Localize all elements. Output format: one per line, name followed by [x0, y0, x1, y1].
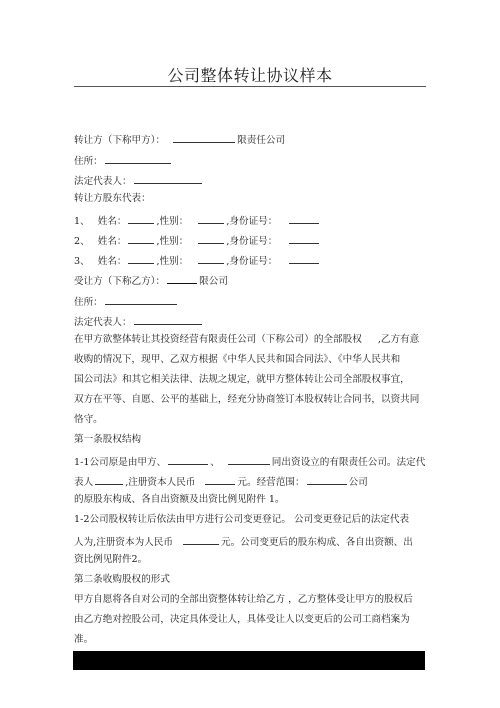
transferor-name-blank	[173, 131, 235, 143]
article-2-heading: 第二条收购股权的形式	[74, 574, 170, 585]
shareholder-sex-label: ,性别：	[156, 216, 189, 227]
shareholder-num: 1、	[74, 216, 90, 227]
shareholder-row	[74, 232, 434, 248]
article-2-line-3: 准。	[74, 634, 94, 645]
transferor-address-line	[74, 152, 434, 168]
shareholder-rep-heading: 转让方股东代表：	[74, 193, 151, 204]
transferor-legal-rep-line	[74, 172, 434, 188]
article-1-heading: 第一条股权结构	[74, 434, 142, 445]
transferee-label: 受让方（下称乙方）：	[74, 276, 166, 287]
transferor-legal-rep-label: 法定代表人：	[74, 176, 132, 187]
shareholder-num: 3、	[74, 256, 90, 267]
transferee-suffix: 限公司	[199, 276, 228, 287]
document-title: 公司整体转让协议样本	[167, 66, 333, 85]
article-2-line-1: 甲方自愿将各自对公司的全部出资整体转让给乙方 ，乙方整体受让甲方的股权后	[74, 594, 413, 605]
shareholder-sex-label: ,性别：	[156, 236, 189, 247]
shareholder-name-label: 姓名：	[97, 256, 127, 267]
transferor-suffix: 限责任公司	[237, 135, 286, 146]
preamble-line-1: 在甲方欲整体转让其投资经营有限责任公司（下称公司）的全部股权 ,乙方有意	[74, 334, 420, 345]
transferee-name-blank	[167, 272, 197, 284]
clause-1-1-line-1: 1-1公司原是由甲方、 、 同出资设立的有限责任公司。法定代	[74, 453, 434, 469]
article-2-line-2: 由乙方绝对控股公司，决定具体受让人，具体受让人以变更后的公司工商档案为	[74, 614, 410, 625]
shareholder-row	[74, 212, 434, 228]
transferee-address-line	[74, 293, 434, 309]
transferor-label: 转让方（下称甲方）：	[74, 135, 166, 146]
preamble-line-5: 恪守。	[74, 414, 103, 425]
clause-1-2-line-3: 资比例见附件2。	[74, 554, 148, 565]
shareholder-id-label: ,身份证号：	[226, 236, 278, 247]
shareholder-name-label: 姓名：	[97, 216, 127, 227]
shareholder-name-label: 姓名：	[97, 236, 127, 247]
transferor-legal-rep-blank	[134, 172, 202, 184]
preamble-line-3: 国公司法》和其它相关法律、法规之规定，就甲方整体转让公司全部股权事宜，	[74, 374, 410, 385]
clause-1-1-line-2: 表人 ,注册资本人民币 元。经营范围： 公司	[74, 473, 434, 489]
transferor-line	[74, 131, 434, 147]
clause-1-2-line-1: 1-2公司股权转让后依法由甲方进行公司变更登记。 公司变更登记后的法定代表	[74, 514, 410, 525]
transferee-legal-rep-blank	[134, 313, 202, 325]
transferor-address-blank	[105, 152, 171, 164]
shareholder-row	[74, 252, 434, 268]
shareholder-id-label: ,身份证号：	[226, 256, 278, 267]
transferee-address-label: 住所：	[74, 297, 103, 308]
transferee-address-blank	[105, 293, 177, 305]
shareholder-num: 2、	[74, 236, 90, 247]
transferee-line	[74, 272, 434, 288]
transferee-legal-rep-label: 法定代表人：	[74, 317, 132, 328]
preamble-line-4: 双方在平等、自愿、公平的基础上，经充分协商签订本股权转让合同书，以资共同	[74, 394, 420, 405]
redaction-bar	[73, 651, 425, 670]
shareholder-id-label: ,身份证号：	[226, 216, 278, 227]
title-underline	[74, 86, 426, 87]
shareholder-sex-label: ,性别：	[156, 256, 189, 267]
preamble-line-2: 收购的情况下，现甲、乙双方根据《中华人民共和国合同法》、《中华人民共和	[74, 354, 401, 365]
clause-1-1-line-3: 的原股东构成、各自出资额及出资比例见附件 1。	[74, 494, 285, 505]
transferee-legal-rep-line	[74, 313, 434, 329]
transferor-address-label: 住所：	[74, 156, 103, 167]
clause-1-2-line-2: 人为,注册资本为人民币 元。公司变更后的股东构成、各自出资额、出	[74, 533, 434, 549]
